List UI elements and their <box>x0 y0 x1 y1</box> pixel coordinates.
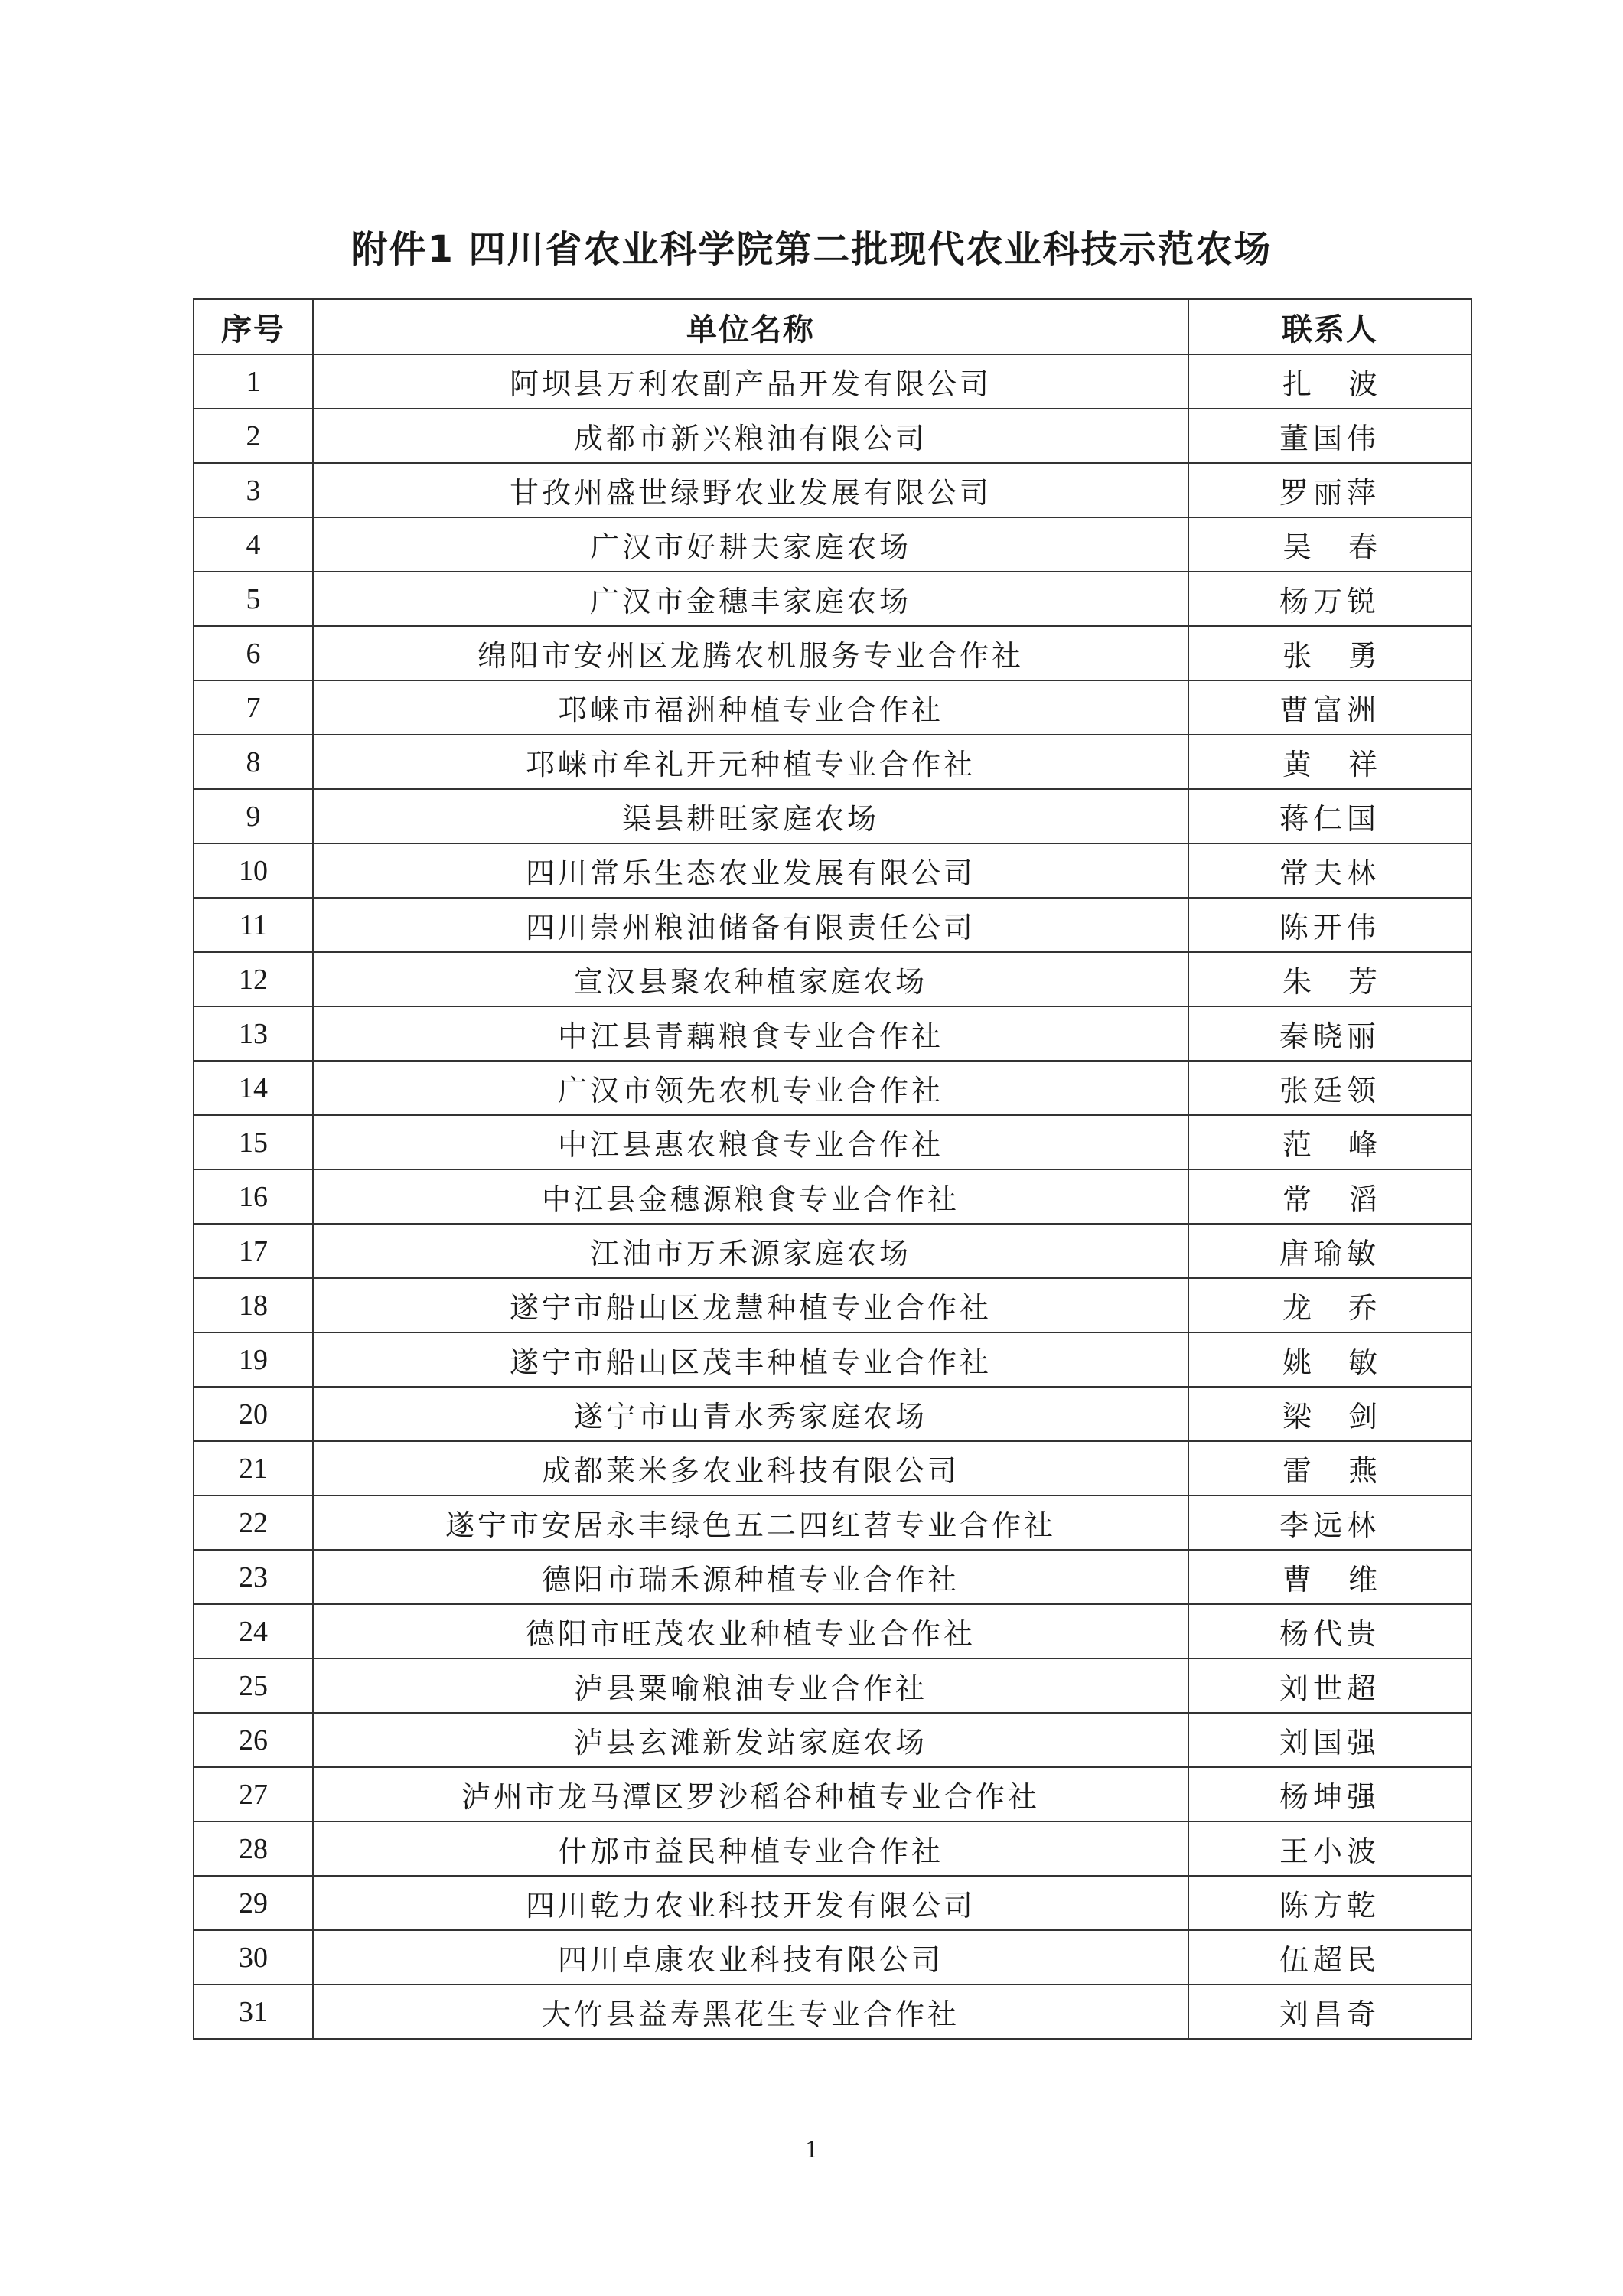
unit-name-cell: 中江县金穗源粮食专业合作社 <box>313 1169 1188 1224</box>
table-row <box>194 572 1471 626</box>
contact-person-cell: 黄祥 <box>1188 735 1471 789</box>
serial-number-cell: 26 <box>194 1713 313 1767</box>
serial-number-cell: 7 <box>194 680 313 735</box>
contact-person-cell: 秦晓丽 <box>1188 1006 1471 1061</box>
unit-name-cell: 成都市新兴粮油有限公司 <box>313 409 1188 463</box>
table-header <box>194 299 1471 354</box>
serial-number-cell: 20 <box>194 1387 313 1441</box>
unit-name-cell: 宣汉县聚农种植家庭农场 <box>313 952 1188 1006</box>
table-row <box>194 1658 1471 1713</box>
table-row <box>194 898 1471 952</box>
unit-name-cell: 广汉市好耕夫家庭农场 <box>313 517 1188 572</box>
contact-person-cell: 雷燕 <box>1188 1441 1471 1495</box>
unit-name-cell: 阿坝县万利农副产品开发有限公司 <box>313 354 1188 409</box>
unit-name-cell: 泸州市龙马潭区罗沙稻谷种植专业合作社 <box>313 1767 1188 1821</box>
serial-number-cell: 29 <box>194 1876 313 1930</box>
table-row <box>194 1278 1471 1332</box>
serial-number-cell: 12 <box>194 952 313 1006</box>
table-row <box>194 1332 1471 1387</box>
table-row <box>194 1713 1471 1767</box>
unit-name-cell: 什邡市益民种植专业合作社 <box>313 1821 1188 1876</box>
table-row <box>194 517 1471 572</box>
serial-number-cell: 3 <box>194 463 313 517</box>
contact-person-cell: 罗丽萍 <box>1188 463 1471 517</box>
serial-number-cell: 19 <box>194 1332 313 1387</box>
serial-number-cell: 23 <box>194 1550 313 1604</box>
unit-name-cell: 江油市万禾源家庭农场 <box>313 1224 1188 1278</box>
unit-name-cell: 广汉市金穗丰家庭农场 <box>313 572 1188 626</box>
table-row <box>194 789 1471 843</box>
document-title: 附件1 四川省农业科学院第二批现代农业科技示范农场 <box>350 228 1273 271</box>
contact-person-cell: 张勇 <box>1188 626 1471 680</box>
unit-name-cell: 泸县玄滩新发站家庭农场 <box>313 1713 1188 1767</box>
unit-name-cell: 泸县粟喻粮油专业合作社 <box>313 1658 1188 1713</box>
unit-name-cell: 四川乾力农业科技开发有限公司 <box>313 1876 1188 1930</box>
serial-number-cell: 5 <box>194 572 313 626</box>
serial-number-cell: 11 <box>194 898 313 952</box>
serial-number-cell: 10 <box>194 843 313 898</box>
contact-person-cell: 常滔 <box>1188 1169 1471 1224</box>
unit-name-cell: 邛崃市牟礼开元种植专业合作社 <box>313 735 1188 789</box>
contact-person-cell: 范峰 <box>1188 1115 1471 1169</box>
table-row <box>194 1006 1471 1061</box>
contact-person-cell: 龙乔 <box>1188 1278 1471 1332</box>
serial-number-cell: 18 <box>194 1278 313 1332</box>
serial-number-cell: 9 <box>194 789 313 843</box>
table-row <box>194 843 1471 898</box>
serial-number-cell: 2 <box>194 409 313 463</box>
page-number: 1 <box>805 2135 818 2164</box>
unit-name-cell: 德阳市旺茂农业种植专业合作社 <box>313 1604 1188 1658</box>
table-row <box>194 952 1471 1006</box>
contact-person-cell: 刘世超 <box>1188 1658 1471 1713</box>
unit-name-cell: 甘孜州盛世绿野农业发展有限公司 <box>313 463 1188 517</box>
contact-person-cell: 曹维 <box>1188 1550 1471 1604</box>
unit-name-cell: 遂宁市安居永丰绿色五二四红苕专业合作社 <box>313 1495 1188 1550</box>
table-row <box>194 735 1471 789</box>
unit-name-cell: 中江县惠农粮食专业合作社 <box>313 1115 1188 1169</box>
unit-name-cell: 渠县耕旺家庭农场 <box>313 789 1188 843</box>
table-row <box>194 1930 1471 1985</box>
serial-number-cell: 4 <box>194 517 313 572</box>
serial-number-cell: 27 <box>194 1767 313 1821</box>
contact-person-cell: 刘昌奇 <box>1188 1985 1471 2039</box>
table-row <box>194 1441 1471 1495</box>
table-body <box>194 354 1471 2039</box>
table-row <box>194 680 1471 735</box>
farm-list-table <box>193 298 1472 2040</box>
serial-number-cell: 28 <box>194 1821 313 1876</box>
contact-person-cell: 李远林 <box>1188 1495 1471 1550</box>
header-row <box>194 299 1471 354</box>
serial-number-cell: 30 <box>194 1930 313 1985</box>
contact-person-cell: 杨代贵 <box>1188 1604 1471 1658</box>
unit-name-cell: 遂宁市山青水秀家庭农场 <box>313 1387 1188 1441</box>
table-row <box>194 463 1471 517</box>
serial-number-cell: 31 <box>194 1985 313 2039</box>
unit-name-cell: 广汉市领先农机专业合作社 <box>313 1061 1188 1115</box>
table-row <box>194 1550 1471 1604</box>
unit-name-cell: 大竹县益寿黑花生专业合作社 <box>313 1985 1188 2039</box>
contact-person-cell: 朱芳 <box>1188 952 1471 1006</box>
contact-person-cell: 陈开伟 <box>1188 898 1471 952</box>
unit-name-cell: 四川崇州粮油储备有限责任公司 <box>313 898 1188 952</box>
serial-number-cell: 22 <box>194 1495 313 1550</box>
table-row <box>194 1061 1471 1115</box>
header-contact-person: 联系人 <box>1188 299 1471 354</box>
serial-number-cell: 1 <box>194 354 313 409</box>
table-row <box>194 1495 1471 1550</box>
header-unit-name: 单位名称 <box>313 299 1188 354</box>
table-row <box>194 1387 1471 1441</box>
serial-number-cell: 13 <box>194 1006 313 1061</box>
contact-person-cell: 梁剑 <box>1188 1387 1471 1441</box>
table-row <box>194 1767 1471 1821</box>
farm-list-table-container <box>193 298 1471 2040</box>
header-serial-number: 序号 <box>194 299 313 354</box>
contact-person-cell: 王小波 <box>1188 1821 1471 1876</box>
contact-person-cell: 唐瑜敏 <box>1188 1224 1471 1278</box>
table-row <box>194 354 1471 409</box>
contact-person-cell: 蒋仁国 <box>1188 789 1471 843</box>
unit-name-cell: 中江县青藕粮食专业合作社 <box>313 1006 1188 1061</box>
unit-name-cell: 绵阳市安州区龙腾农机服务专业合作社 <box>313 626 1188 680</box>
serial-number-cell: 24 <box>194 1604 313 1658</box>
contact-person-cell: 杨坤强 <box>1188 1767 1471 1821</box>
table-row <box>194 1115 1471 1169</box>
unit-name-cell: 德阳市瑞禾源种植专业合作社 <box>313 1550 1188 1604</box>
unit-name-cell: 邛崃市福洲种植专业合作社 <box>313 680 1188 735</box>
table-row <box>194 1169 1471 1224</box>
unit-name-cell: 遂宁市船山区龙慧种植专业合作社 <box>313 1278 1188 1332</box>
contact-person-cell: 陈方乾 <box>1188 1876 1471 1930</box>
contact-person-cell: 扎波 <box>1188 354 1471 409</box>
contact-person-cell: 杨万锐 <box>1188 572 1471 626</box>
table-row <box>194 1604 1471 1658</box>
contact-person-cell: 常夫林 <box>1188 843 1471 898</box>
table-row <box>194 1985 1471 2039</box>
contact-person-cell: 伍超民 <box>1188 1930 1471 1985</box>
contact-person-cell: 吴春 <box>1188 517 1471 572</box>
contact-person-cell: 张廷领 <box>1188 1061 1471 1115</box>
contact-person-cell: 曹富洲 <box>1188 680 1471 735</box>
unit-name-cell: 遂宁市船山区茂丰种植专业合作社 <box>313 1332 1188 1387</box>
serial-number-cell: 25 <box>194 1658 313 1713</box>
unit-name-cell: 四川卓康农业科技有限公司 <box>313 1930 1188 1985</box>
table-row <box>194 409 1471 463</box>
serial-number-cell: 17 <box>194 1224 313 1278</box>
serial-number-cell: 15 <box>194 1115 313 1169</box>
table-row <box>194 1876 1471 1930</box>
table-row <box>194 1224 1471 1278</box>
serial-number-cell: 16 <box>194 1169 313 1224</box>
table-row <box>194 1821 1471 1876</box>
unit-name-cell: 四川常乐生态农业发展有限公司 <box>313 843 1188 898</box>
serial-number-cell: 14 <box>194 1061 313 1115</box>
table-row <box>194 626 1471 680</box>
serial-number-cell: 6 <box>194 626 313 680</box>
serial-number-cell: 8 <box>194 735 313 789</box>
contact-person-cell: 董国伟 <box>1188 409 1471 463</box>
serial-number-cell: 21 <box>194 1441 313 1495</box>
contact-person-cell: 刘国强 <box>1188 1713 1471 1767</box>
contact-person-cell: 姚敏 <box>1188 1332 1471 1387</box>
unit-name-cell: 成都莱米多农业科技有限公司 <box>313 1441 1188 1495</box>
